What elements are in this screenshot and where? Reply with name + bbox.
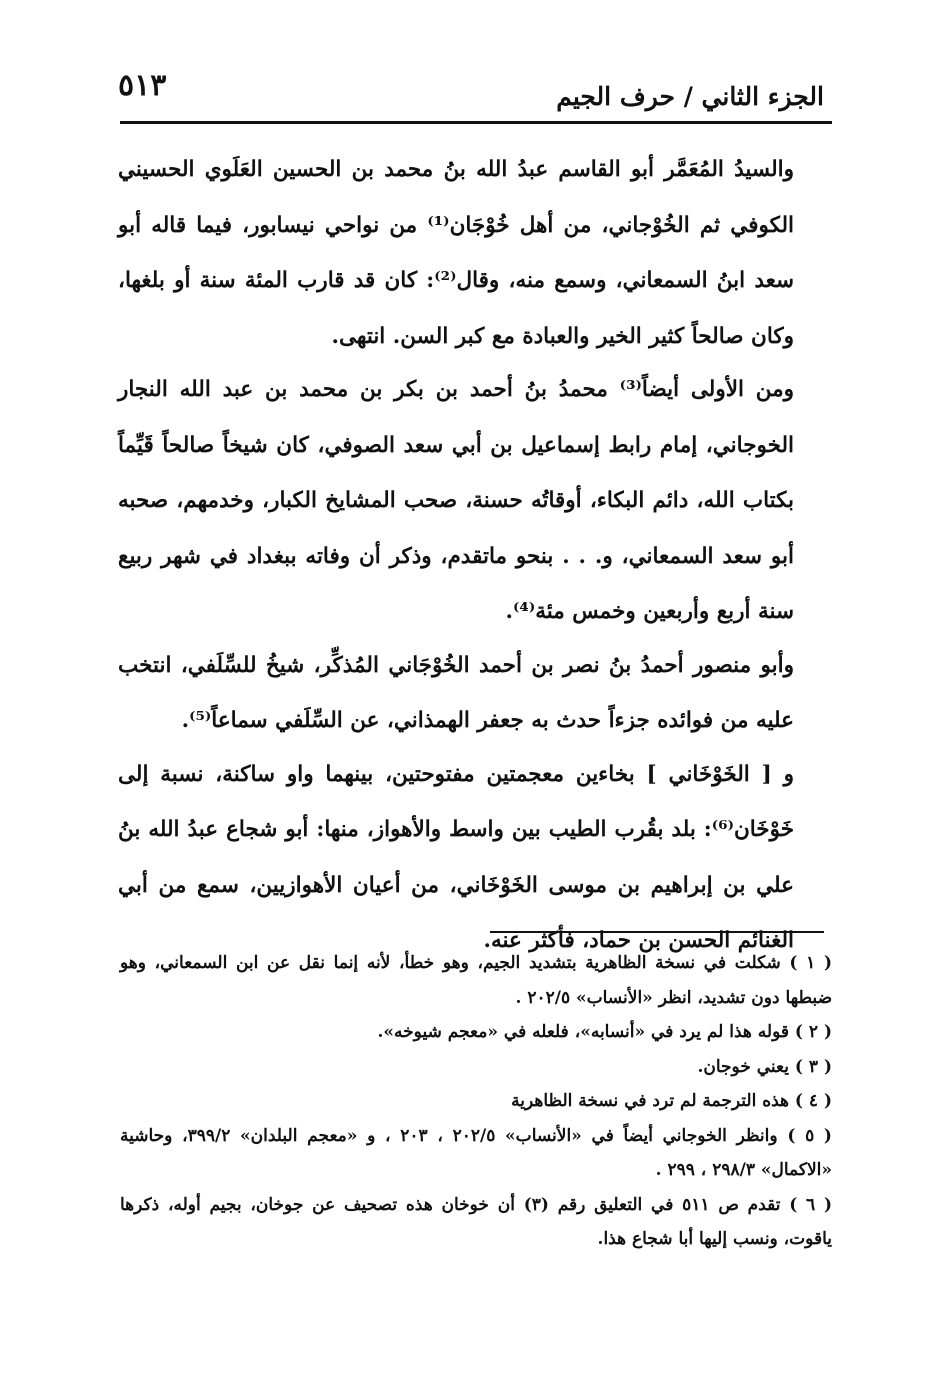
main-text <box>118 142 834 969</box>
footnote-item <box>120 1015 832 1050</box>
footnote-text: قوله هذا لم يرد في «أنسابه»، فلعله في «معجم شيوخه». <box>377 1022 789 1042</box>
paragraph-abu-mansur: وأبو منصور أحمدُ بنُ نصر بن أحمد الخُوْجَاني المُذكِّر، شيخُ للسِّلَفي، انتخب عليه من فوائده جزءاً حدث به جعفر الهمذاني، عن السِّلَفي سماعاً⁽⁵⁾. <box>118 652 794 733</box>
paragraph-khawkhani: و [ الخَوْخَاني ] بخاءين معجمتين مفتوحتين، بينهما واو ساكنة، نسبة إلى خَوْخَان⁽⁶⁾: بلد بقُرب الطيب بين واسط والأهواز، منها: أبو شجاع عبدُ الله بنُ علي بن إبراهيم بن موسى الخَوْخَاني، من أعيان الأهوازيين، سمع من أبي الغنائم الحسن بن حماد، فأكثر عنه. <box>118 761 794 953</box>
footnote-text: هذه الترجمة لم ترد في نسخة الظاهرية <box>511 1091 789 1111</box>
paragraph-najjar: ومن الأولى أيضاً⁽³⁾ محمدُ بنُ أحمد بن بكر بن محمد بن عبد الله النجار الخوجاني، إمام رابط إسماعيل بن أبي سعد الصوفي، كان شيخاً صالحاً قَيِّماً بكتاب الله، دائم البكاء، أوقاتُه حسنة، صحب المشايخ الكبار، وخدمهم، صحبه أبو سعد السمعاني، و. . . بنحو ماتقدم، وذكر أن وفاته ببغداد في شهر ربيع سنة أربع وأربعين وخمس مئة⁽⁴⁾. <box>118 377 795 624</box>
footnote-number: ( ٢ ) <box>794 1022 832 1042</box>
footnote-item <box>120 1188 832 1257</box>
footnote-number: ( ٤ ) <box>794 1091 832 1111</box>
footnote-number: ( ٥ ) <box>787 1125 832 1146</box>
footnote-item <box>120 1119 832 1188</box>
footnote-item <box>120 1050 832 1085</box>
footnote-rule <box>490 931 824 933</box>
paragraph-alawi: والسيدُ المُعَمَّر أبو القاسم عبدُ الله بنُ محمد بن الحسين العَلَوي الحسيني الكوفي ثم الخُوْجاني، من أهل خُوْجَان⁽¹⁾ من نواحي نيسابور، فيما قاله أبو سعد ابنُ السمعاني، وسمع منه، وقال⁽²⁾: كان قد قارب المئة سنة أو بلغها، وكان صالحاً كثير الخير والعبادة مع كبر السن. انتهى. <box>118 157 794 349</box>
footnote-item <box>120 946 832 1015</box>
footnote-number: ( ٦ ) <box>789 1194 833 1215</box>
footnote-text: وانظر الخوجاني أيضاً في «الأنساب» ٢٠٢/٥ ، ٢٠٣ ، و «معجم البلدان» ٣٩٩/٢، وحاشية «الاكمال» ٢٩٨/٣ ، ٢٩٩ . <box>120 1125 832 1180</box>
header-rule <box>120 121 832 124</box>
footnotes <box>120 946 832 1257</box>
footnote-item <box>120 1084 832 1119</box>
footnote-number: ( ١ ) <box>789 953 833 973</box>
running-title: الجزء الثاني / حرف الجيم <box>556 82 824 111</box>
footnote-number: ( ٣ ) <box>794 1056 832 1077</box>
footnote-text: شكلت في نسخة الظاهرية بتشديد الجيم، وهو خطأ، لأنه إنما نقل عن ابن السمعاني، وهو ضبطها دون تشديد، انظر «الأنساب» ٢٠٢/٥ . <box>120 953 832 1008</box>
page-number: ٥١٣ <box>118 68 167 103</box>
footnote-text: يعني خوجان. <box>697 1056 789 1077</box>
footnote-text: تقدم ص ٥١١ في التعليق رقم (٣) أن خوخان هذه تصحيف عن جوخان، بجيم أوله، ذكرها ياقوت، ونسب إليها أبا شجاع هذا. <box>120 1194 832 1249</box>
